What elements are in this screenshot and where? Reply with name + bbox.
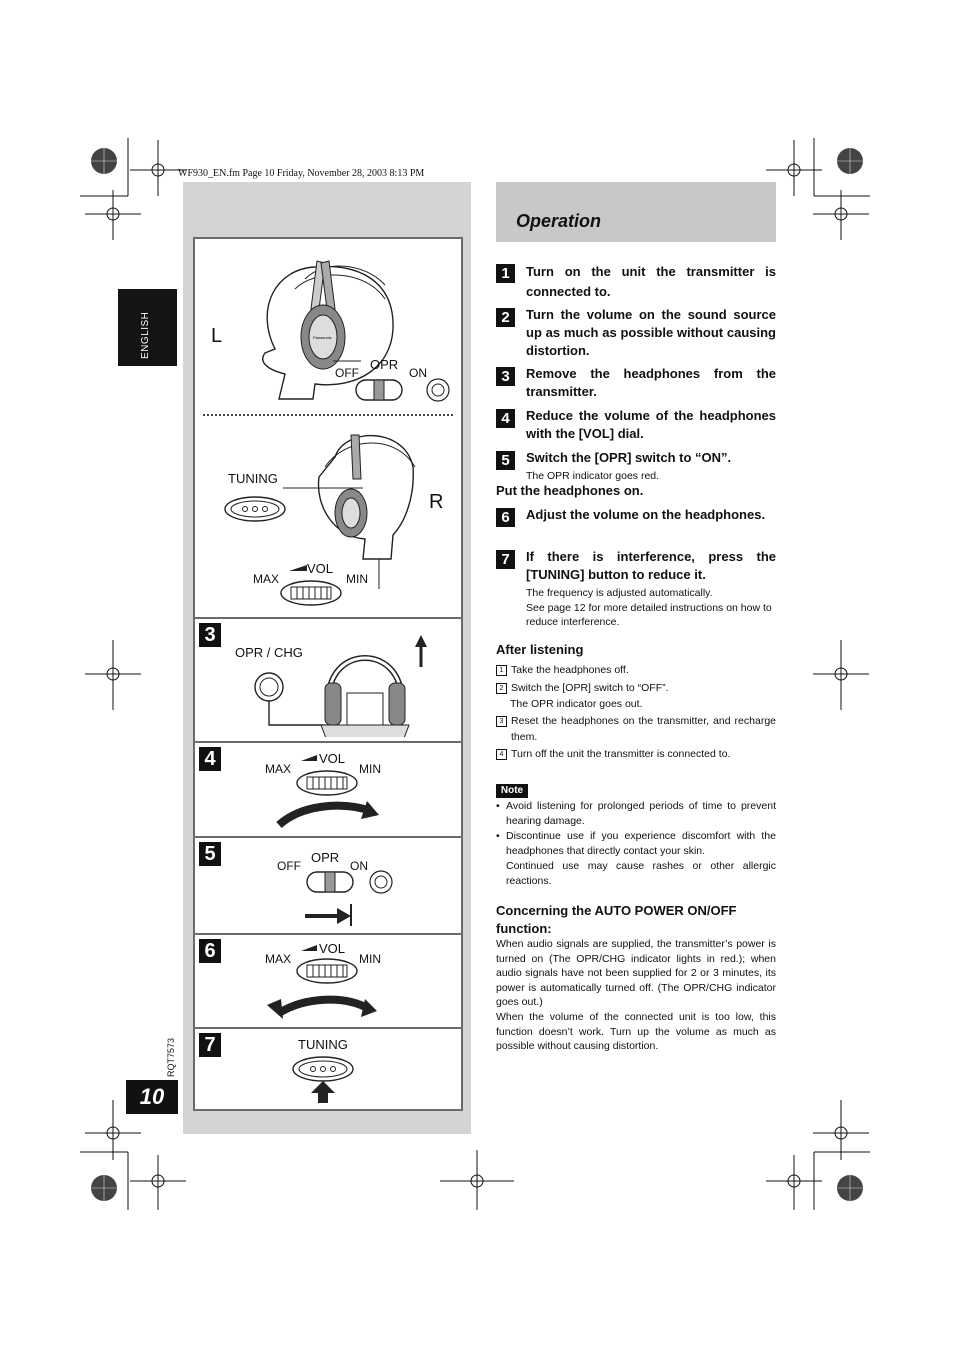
bullet-icon: • <box>496 830 500 842</box>
vol-max-label: MAX <box>253 572 280 586</box>
step-note-2: See page 12 for more detailed instructions on how to reduce interference. <box>526 601 772 628</box>
opr-chg-label: OPR / CHG <box>235 645 303 660</box>
page-number: 10 <box>126 1080 178 1114</box>
step-number: 2 <box>496 308 515 327</box>
step-5 <box>496 449 776 484</box>
after-item-3 <box>496 713 776 745</box>
vol-min-label: MIN <box>359 762 381 776</box>
step-number: 7 <box>496 550 515 569</box>
figure-step-5 <box>195 838 461 933</box>
figure-step-4 <box>195 743 461 836</box>
tuning-label: TUNING <box>298 1037 348 1052</box>
step-3 <box>496 365 776 401</box>
put-on-heading: Put the headphones on. <box>496 483 644 498</box>
right-letter: R <box>429 491 444 513</box>
step-text: If there is interference, press the [TUNING] button to reduce it. <box>526 549 776 582</box>
opr-switch-on-illustration <box>303 868 423 928</box>
step-number: 5 <box>496 451 515 470</box>
item-number: 4 <box>496 749 507 760</box>
item-text: Switch the [OPR] switch to “OFF”. <box>511 682 669 694</box>
item-number: 2 <box>496 683 507 694</box>
after-item-2 <box>496 680 776 712</box>
figure-step-7 <box>195 1029 461 1109</box>
brand-logo: Panasonic <box>313 335 332 340</box>
step-6-badge: 6 <box>199 939 221 963</box>
item-number: 3 <box>496 716 507 727</box>
tuning-button-illustration <box>223 487 373 525</box>
step-text: Adjust the volume on the headphones. <box>526 507 766 522</box>
figure-step-3 <box>195 619 461 741</box>
tuning-label: TUNING <box>228 471 278 486</box>
figure-put-on-right <box>195 419 461 617</box>
note-text: Discontinue use if you experience discomfort with the headphones that directly contact your skin. <box>506 830 776 857</box>
opr-on-label: ON <box>409 366 427 380</box>
page-title: Operation <box>516 211 602 231</box>
step-4 <box>496 407 776 443</box>
note-text: Avoid listening for prolonged periods of time to prevent hearing damage. <box>506 800 776 827</box>
step-3-badge: 3 <box>199 623 221 647</box>
opr-off-label: OFF <box>277 859 301 873</box>
item-sub: The OPR indicator goes out. <box>510 698 643 710</box>
step-7-badge: 7 <box>199 1033 221 1057</box>
language-tab <box>118 289 177 366</box>
file-header: WF930_EN.fm Page 10 Friday, November 28, 2003 8:13 PM <box>178 168 425 179</box>
section-title-box <box>496 182 776 242</box>
note-item-1 <box>496 799 776 829</box>
auto-power-paragraph-2: When the volume of the connected unit is too low, this function doesn’t work. Turn up the volume as much as possible without causing distortion. <box>496 1011 776 1053</box>
step-note: The frequency is adjusted automatically. <box>526 587 713 599</box>
left-letter: L <box>211 325 223 347</box>
vol-label: VOL <box>307 561 334 576</box>
figure-put-on-left <box>195 239 461 414</box>
step-5-badge: 5 <box>199 842 221 866</box>
step-note: The OPR indicator goes red. <box>526 470 660 482</box>
vol-min-label: MIN <box>359 952 381 966</box>
step-text: Switch the [OPR] switch to “ON”. <box>526 450 732 465</box>
opr-label: OPR <box>311 850 340 865</box>
opr-off-label: OFF <box>335 366 359 380</box>
step-4-badge: 4 <box>199 747 221 771</box>
vol-max-label: MAX <box>265 762 292 776</box>
step-number: 1 <box>496 264 515 283</box>
vol-label: VOL <box>319 751 346 766</box>
note-badge: Note <box>496 784 528 798</box>
vol-min-label: MIN <box>346 572 368 586</box>
after-listening-heading: After listening <box>496 642 584 657</box>
opr-label: OPR <box>370 357 399 372</box>
bullet-icon: • <box>496 800 500 812</box>
note-item-2 <box>496 829 776 889</box>
vol-dial-turn-illustration <box>271 749 381 833</box>
step-number: 4 <box>496 409 515 428</box>
after-item-1 <box>496 662 776 678</box>
item-text: Reset the headphones on the transmitter, and recharge them. <box>511 715 776 743</box>
auto-power-heading: Concerning the AUTO POWER ON/OFF function: <box>496 903 737 936</box>
auto-power-paragraph-1: When audio signals are supplied, the transmitter’s power is turned on (The OPR/CHG indicator lights in red.); when audio signals have not been supplied for 2 or 3 minutes, its power is automatically turned off. (The OPR/CHG indicator goes out.) <box>496 938 776 1009</box>
transmitter-illustration <box>245 623 455 737</box>
step-text: Remove the headphones from the transmitter. <box>526 366 776 399</box>
opr-switch-illustration <box>350 374 460 410</box>
language-label: ENGLISH <box>140 311 151 359</box>
note-continued: Continued use may cause rashes or other allergic reactions. <box>506 860 776 887</box>
step-1 <box>496 262 776 302</box>
vol-label: VOL <box>319 941 346 956</box>
step-text: Turn the volume on the sound source up as much as possible without causing distortion. <box>526 307 776 358</box>
vol-dial-adjust-illustration <box>265 939 381 1025</box>
dotted-divider <box>203 414 453 416</box>
vol-dial-illustration <box>279 559 389 609</box>
tuning-press-illustration <box>291 1055 361 1105</box>
item-number: 1 <box>496 665 507 676</box>
step-2 <box>496 306 776 360</box>
after-item-4 <box>496 746 776 762</box>
figure-frame <box>193 237 463 1111</box>
step-number: 6 <box>496 508 515 527</box>
figure-step-6 <box>195 935 461 1027</box>
item-text: Turn off the unit the transmitter is connected to. <box>511 748 731 760</box>
step-6 <box>496 506 776 524</box>
doc-code: RQT7573 <box>166 1037 176 1077</box>
step-text: Reduce the volume of the headphones with the [VOL] dial. <box>526 408 776 441</box>
step-text: Turn on the unit the transmitter is connected to. <box>526 264 776 299</box>
step-number: 3 <box>496 367 515 386</box>
step-7 <box>496 548 776 630</box>
item-text: Take the headphones off. <box>511 664 629 676</box>
opr-on-label: ON <box>350 859 368 873</box>
vol-max-label: MAX <box>265 952 292 966</box>
